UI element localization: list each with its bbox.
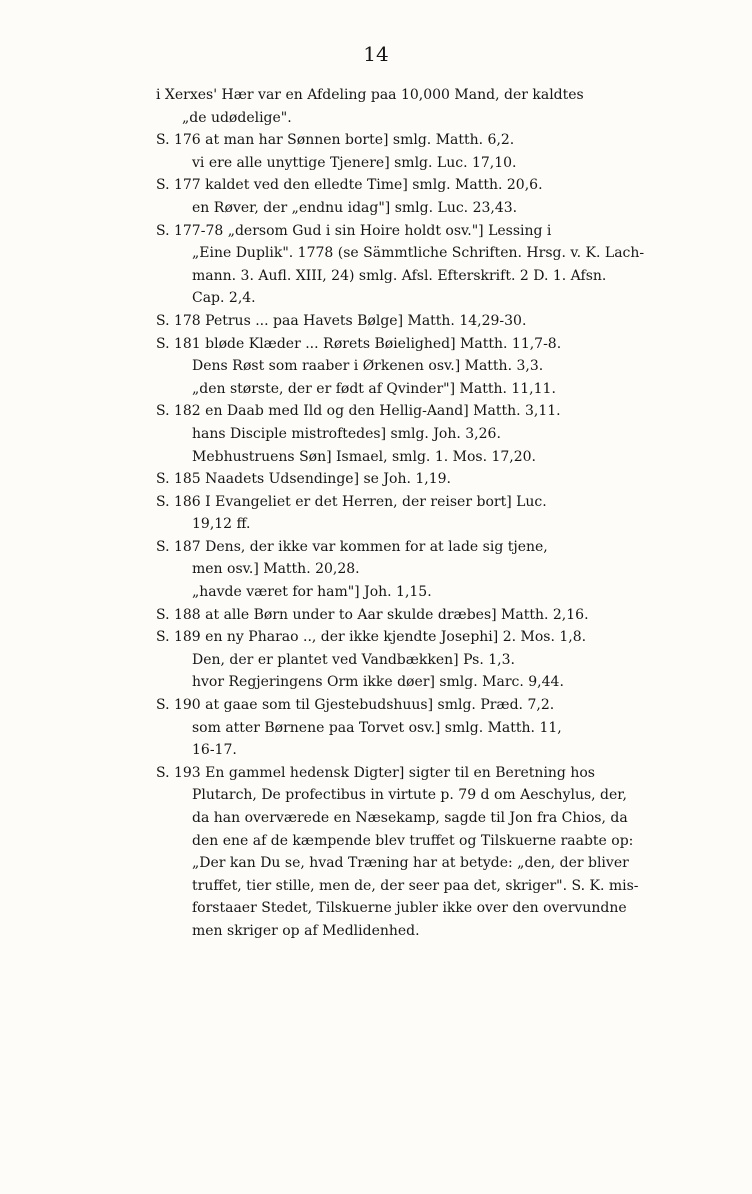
note-line: S. 182 en Daab med Ild og den Hellig-Aand] Matth. 3,11. [156, 403, 561, 420]
note-line: men skriger op af Medlidenhed. [192, 922, 420, 939]
note-line: som atter Børnene paa Torvet osv.] smlg. Matth. 11, [192, 719, 562, 736]
note-line: S. 178 Petrus ... paa Havets Bølge] Matth. 14,29-30. [156, 312, 527, 329]
note-line: S. 189 en ny Pharao .., der ikke kjendte Josephi] 2. Mos. 1,8. [156, 629, 587, 646]
note-line: S. 181 bløde Klæder ... Rørets Bøielighed] Matth. 11,7-8. [156, 335, 562, 352]
note-line: S. 186 I Evangeliet er det Herren, der reiser bort] Luc. [156, 493, 547, 510]
note-line: hans Disciple mistroftedes] smlg. Joh. 3,26. [192, 425, 501, 442]
note-line: S. 190 at gaae som til Gjestebudshuus] smlg. Præd. 7,2. [156, 697, 555, 714]
note-line: vi ere alle unyttige Tjenere] smlg. Luc. 17,10. [192, 154, 517, 171]
note-line: i Xerxes' Hær var en Afdeling paa 10,000 Mand, der kaldtes [156, 87, 584, 103]
commentary-notes [156, 84, 716, 943]
note-line: mann. 3. Aufl. XIII, 24) smlg. Afsl. Efterskrift. 2 D. 1. Afsn. [192, 267, 607, 284]
note-line: Den, der er plantet ved Vandbækken] Ps. 1,3. [192, 651, 515, 668]
note-line: S. 176 at man har Sønnen borte] smlg. Matth. 6,2. [156, 132, 515, 149]
note-line: den ene af de kæmpende blev truffet og Tilskuerne raabte op: [192, 832, 634, 849]
note-line: Mebhustruens Søn] Ismael, smlg. 1. Mos. 17,20. [192, 448, 537, 465]
note-line: „Der kan Du se, hvad Træning har at betyde: „den, der bliver [192, 855, 629, 872]
note-line: men osv.] Matth. 20,28. [192, 561, 360, 578]
note-line: Dens Røst som raaber i Ørkenen osv.] Matth. 3,3. [192, 358, 544, 375]
note-line: forstaaer Stedet, Tilskuerne jubler ikke over den overvundne [192, 900, 627, 917]
note-line: 16-17. [192, 742, 237, 759]
note-line: Plutarch, De profectibus in virtute p. 79 d om Aeschylus, der, [192, 787, 627, 804]
note-line: „de udødelige". [182, 109, 292, 126]
note-line: S. 177 kaldet ved den elledte Time] smlg. Matth. 20,6. [156, 177, 543, 194]
note-line: en Røver, der „endnu idag"] smlg. Luc. 23,43. [192, 199, 518, 216]
note-line: S. 187 Dens, der ikke var kommen for at lade sig tjene, [156, 538, 548, 555]
note-line: Cap. 2,4. [192, 290, 256, 307]
note-line: S. 177-78 „dersom Gud i sin Hoire holdt osv."] Lessing i [156, 222, 552, 239]
note-line: „havde været for ham"] Joh. 1,15. [192, 584, 432, 601]
note-line: hvor Regjeringens Orm ikke døer] smlg. Marc. 9,44. [192, 674, 564, 691]
note-line: „Eine Duplik". 1778 (se Sämmtliche Schriften. Hrsg. v. K. Lach- [192, 245, 645, 262]
page-number: 14 [363, 42, 389, 66]
note-line: S. 188 at alle Børn under to Aar skulde dræbes] Matth. 2,16. [156, 606, 589, 623]
note-line: truffet, tier stille, men de, der seer paa det, skriger". S. K. mis- [192, 877, 639, 894]
note-line: da han overværede en Næsekamp, sagde til Jon fra Chios, da [192, 810, 628, 826]
note-line: 19,12 ff. [192, 516, 251, 533]
note-line: S. 185 Naadets Udsendinge] se Joh. 1,19. [156, 471, 451, 488]
note-line: „den største, der er født af Qvinder"] Matth. 11,11. [192, 380, 556, 397]
note-line: S. 193 En gammel hedensk Digter] sigter til en Beretning hos [156, 764, 595, 781]
